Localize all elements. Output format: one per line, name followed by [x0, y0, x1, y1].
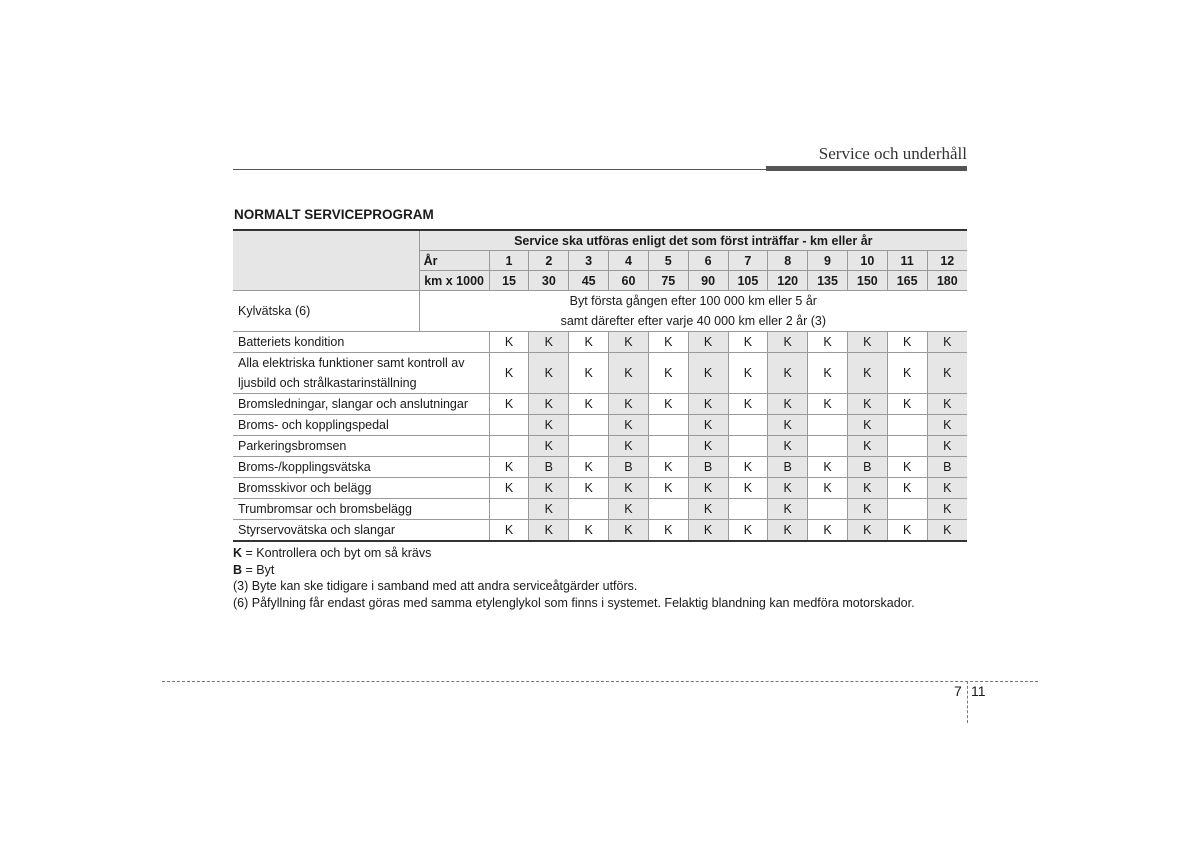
- schedule-cell: K: [529, 353, 569, 394]
- year-cell: 4: [609, 251, 649, 271]
- year-cell: 1: [489, 251, 529, 271]
- km-cell: 105: [728, 271, 768, 291]
- schedule-cell: K: [529, 499, 569, 520]
- schedule-cell: K: [927, 394, 967, 415]
- schedule-cell: K: [648, 394, 688, 415]
- schedule-cell: B: [688, 457, 728, 478]
- schedule-cell: K: [529, 478, 569, 499]
- schedule-cell: K: [808, 478, 848, 499]
- schedule-cell: K: [927, 332, 967, 353]
- schedule-cell: K: [648, 332, 688, 353]
- row-label: [233, 415, 489, 436]
- section-title: NORMALT SERVICEPROGRAM: [234, 207, 434, 222]
- year-cell: 9: [808, 251, 848, 271]
- row-label: [233, 478, 489, 499]
- schedule-cell: K: [728, 520, 768, 542]
- row-label-text: Styrservovätska och slangar: [238, 523, 396, 537]
- km-cell: 165: [887, 271, 927, 291]
- schedule-cell: [808, 499, 848, 520]
- km-cell: 90: [688, 271, 728, 291]
- schedule-cell: K: [609, 332, 649, 353]
- schedule-cell: B: [609, 457, 649, 478]
- schedule-cell: K: [847, 415, 887, 436]
- row-label-coolant: Kylvätska (6): [233, 291, 419, 332]
- schedule-cell: K: [688, 353, 728, 394]
- schedule-cell: K: [847, 478, 887, 499]
- schedule-cell: K: [847, 436, 887, 457]
- schedule-cell: [648, 499, 688, 520]
- row-label-text: Broms- och kopplingspedal: [238, 418, 389, 432]
- km-label: km x 1000: [419, 271, 489, 291]
- schedule-cell: K: [648, 478, 688, 499]
- schedule-cell: [728, 415, 768, 436]
- schedule-cell: K: [728, 478, 768, 499]
- note-3: (3) Byte kan ske tidigare i samband med att andra serviceåtgärder utförs.: [233, 579, 638, 593]
- schedule-cell: [887, 415, 927, 436]
- schedule-cell: B: [847, 457, 887, 478]
- schedule-cell: [808, 436, 848, 457]
- schedule-cell: K: [609, 478, 649, 499]
- row-label: [233, 457, 489, 478]
- schedule-cell: B: [529, 457, 569, 478]
- year-cell: 3: [569, 251, 609, 271]
- schedule-cell: K: [847, 520, 887, 542]
- coolant-line-1: Byt första gången efter 100 000 km eller 5 år: [569, 294, 817, 308]
- chapter-number: 7: [954, 683, 962, 699]
- schedule-cell: K: [489, 478, 529, 499]
- schedule-cell: K: [927, 436, 967, 457]
- schedule-cell: K: [808, 520, 848, 542]
- coolant-instructions: [419, 291, 967, 332]
- row-label-text: Bromsledningar, slangar och anslutningar: [238, 397, 468, 411]
- schedule-cell: K: [808, 457, 848, 478]
- schedule-cell: K: [609, 499, 649, 520]
- schedule-cell: K: [688, 415, 728, 436]
- schedule-cell: [808, 415, 848, 436]
- schedule-cell: [489, 415, 529, 436]
- schedule-cell: [569, 415, 609, 436]
- schedule-cell: K: [927, 415, 967, 436]
- row-label: [233, 353, 489, 394]
- schedule-cell: K: [768, 394, 808, 415]
- schedule-cell: K: [768, 436, 808, 457]
- km-cell: 135: [808, 271, 848, 291]
- km-cell: 150: [847, 271, 887, 291]
- schedule-cell: K: [927, 478, 967, 499]
- schedule-cell: K: [648, 457, 688, 478]
- note-6: (6) Påfyllning får endast göras med samma etylenglykol som finns i systemet. Felaktig blandning kan medföra motorskador.: [233, 595, 915, 610]
- schedule-cell: K: [609, 436, 649, 457]
- row-label: [233, 436, 489, 457]
- schedule-cell: K: [728, 457, 768, 478]
- schedule-cell: K: [569, 478, 609, 499]
- schedule-cell: K: [688, 499, 728, 520]
- row-label: [233, 394, 489, 415]
- schedule-cell: [728, 436, 768, 457]
- schedule-cell: K: [609, 520, 649, 542]
- schedule-cell: K: [768, 478, 808, 499]
- header-blank: [233, 230, 419, 291]
- schedule-cell: K: [688, 436, 728, 457]
- schedule-cell: K: [847, 332, 887, 353]
- year-cell: 2: [529, 251, 569, 271]
- schedule-cell: B: [927, 457, 967, 478]
- year-cell: 5: [648, 251, 688, 271]
- schedule-cell: K: [489, 353, 529, 394]
- year-cell: 12: [927, 251, 967, 271]
- header-rule-accent: [766, 166, 967, 171]
- header-rule: [233, 169, 766, 170]
- row-label-text: Batteriets kondition: [238, 335, 345, 349]
- schedule-cell: K: [609, 415, 649, 436]
- row-label: [233, 332, 489, 353]
- row-label-text: Bromsskivor och belägg: [238, 481, 372, 495]
- km-cell: 15: [489, 271, 529, 291]
- schedule-cell: K: [489, 457, 529, 478]
- schedule-cell: K: [887, 353, 927, 394]
- year-label: År: [419, 251, 489, 271]
- row-label-text-2: ljusbild och strålkastarinställning: [238, 376, 417, 390]
- schedule-cell: K: [648, 520, 688, 542]
- km-cell: 60: [609, 271, 649, 291]
- schedule-cell: K: [808, 353, 848, 394]
- year-cell: 8: [768, 251, 808, 271]
- schedule-cell: K: [688, 332, 728, 353]
- schedule-cell: K: [728, 332, 768, 353]
- row-label-text: Trumbromsar och bromsbelägg: [238, 502, 412, 516]
- coolant-line-2: samt därefter efter varje 40 000 km eller 2 år (3): [560, 314, 826, 328]
- legend-b: B = Byt: [233, 562, 275, 577]
- schedule-cell: K: [768, 353, 808, 394]
- schedule-cell: [489, 499, 529, 520]
- schedule-caption: Service ska utföras enligt det som först inträffar - km eller år: [419, 230, 967, 251]
- schedule-cell: K: [529, 332, 569, 353]
- schedule-cell: [569, 499, 609, 520]
- km-cell: 180: [927, 271, 967, 291]
- schedule-cell: [648, 415, 688, 436]
- page-header-title: Service och underhåll: [818, 144, 967, 163]
- schedule-cell: K: [927, 499, 967, 520]
- schedule-cell: K: [728, 394, 768, 415]
- year-cell: 10: [847, 251, 887, 271]
- schedule-cell: K: [688, 394, 728, 415]
- km-cell: 45: [569, 271, 609, 291]
- year-cell: 6: [688, 251, 728, 271]
- km-cell: 120: [768, 271, 808, 291]
- schedule-cell: K: [569, 353, 609, 394]
- schedule-cell: K: [609, 394, 649, 415]
- schedule-cell: [887, 499, 927, 520]
- schedule-cell: [569, 436, 609, 457]
- schedule-cell: K: [489, 332, 529, 353]
- schedule-cell: [728, 499, 768, 520]
- schedule-cell: K: [569, 457, 609, 478]
- footer-rule: [162, 681, 1038, 682]
- schedule-cell: K: [768, 415, 808, 436]
- schedule-cell: K: [847, 353, 887, 394]
- legend: [233, 545, 915, 611]
- schedule-cell: K: [768, 520, 808, 542]
- schedule-cell: K: [609, 353, 649, 394]
- schedule-cell: [648, 436, 688, 457]
- schedule-cell: K: [529, 436, 569, 457]
- row-label: [233, 499, 489, 520]
- legend-k: K = Kontrollera och byt om så krävs: [233, 546, 432, 560]
- schedule-cell: K: [808, 332, 848, 353]
- year-cell: 11: [887, 251, 927, 271]
- schedule-cell: K: [808, 394, 848, 415]
- km-cell: 75: [648, 271, 688, 291]
- schedule-cell: K: [887, 394, 927, 415]
- footer-divider: [967, 681, 968, 723]
- schedule-cell: K: [529, 520, 569, 542]
- schedule-cell: K: [927, 353, 967, 394]
- schedule-cell: K: [569, 520, 609, 542]
- schedule-cell: K: [847, 394, 887, 415]
- schedule-cell: K: [847, 499, 887, 520]
- km-cell: 30: [529, 271, 569, 291]
- schedule-cell: B: [768, 457, 808, 478]
- schedule-cell: K: [927, 520, 967, 542]
- schedule-cell: K: [887, 457, 927, 478]
- schedule-cell: K: [529, 415, 569, 436]
- schedule-cell: [489, 436, 529, 457]
- year-cell: 7: [728, 251, 768, 271]
- row-label-text: Parkeringsbromsen: [238, 439, 347, 453]
- schedule-cell: K: [489, 520, 529, 542]
- schedule-cell: K: [887, 478, 927, 499]
- schedule-cell: [887, 436, 927, 457]
- schedule-cell: K: [688, 520, 728, 542]
- row-label-text: Alla elektriska funktioner samt kontroll av: [238, 356, 465, 370]
- schedule-cell: K: [768, 332, 808, 353]
- row-label-text: Broms-/kopplingsvätska: [238, 460, 371, 474]
- schedule-cell: K: [489, 394, 529, 415]
- schedule-cell: K: [688, 478, 728, 499]
- row-label: [233, 520, 489, 542]
- page-number: 11: [971, 683, 986, 699]
- schedule-cell: K: [569, 332, 609, 353]
- schedule-cell: K: [569, 394, 609, 415]
- schedule-cell: K: [887, 332, 927, 353]
- service-schedule-table: [233, 229, 967, 542]
- schedule-cell: K: [768, 499, 808, 520]
- schedule-cell: K: [728, 353, 768, 394]
- schedule-cell: K: [648, 353, 688, 394]
- schedule-cell: K: [529, 394, 569, 415]
- schedule-cell: K: [887, 520, 927, 542]
